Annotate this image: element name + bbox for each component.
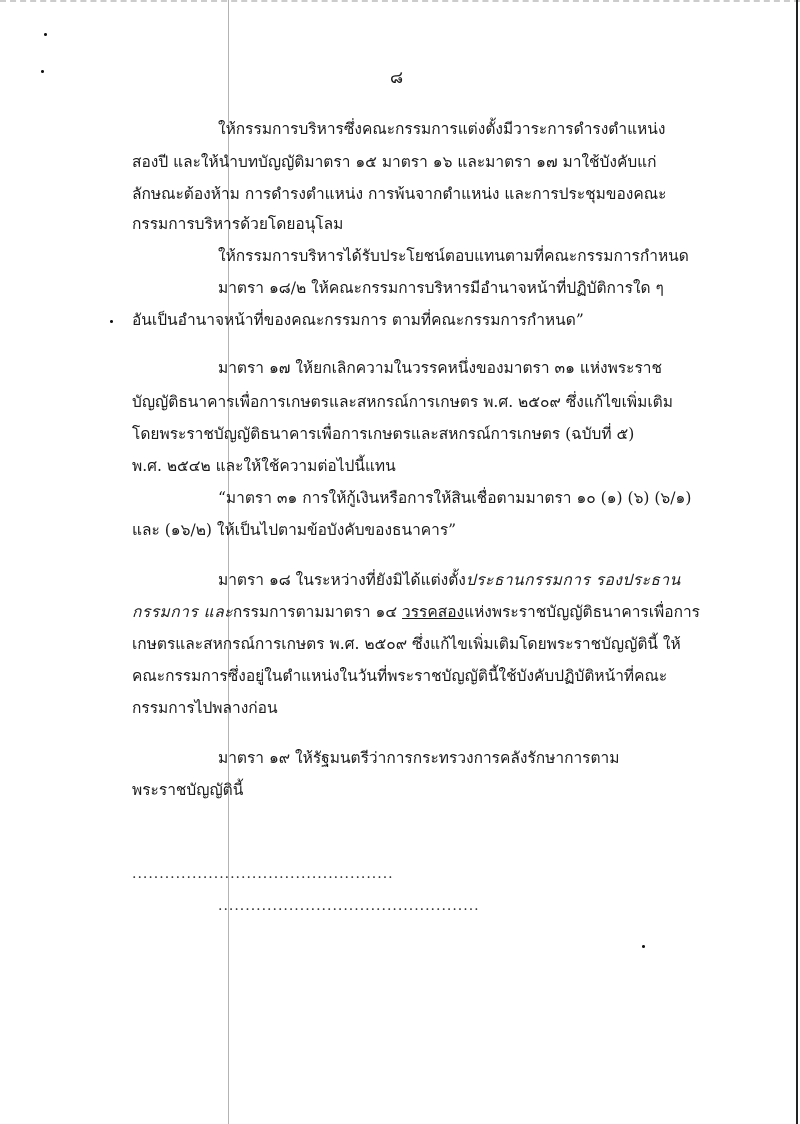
scan-right-edge (796, 0, 798, 1124)
text-line: ให้กรรมการบริหารซึ่งคณะกรรมการแต่งตั้งมีวาระการดำรงตำแหน่ง (218, 120, 666, 138)
text-line: ให้กรรมการบริหารได้รับประโยชน์ตอบแทนตามที่คณะกรรมการกำหนด (218, 247, 689, 265)
text-line: กรรมการไปพลางก่อน (132, 699, 278, 717)
section-18-2: มาตรา ๑๘/๒ ให้คณะกรรมการบริหารมีอำนาจหน้าที่ปฏิบัติการใด ๆ (218, 279, 664, 297)
section-18 (218, 570, 681, 590)
text-line: และ (๑๖/๒) ให้เป็นไปตามข้อบังคับของธนาคาร” (132, 521, 457, 539)
handwritten-insertion: ประธานกรรมการ รองประธาน (465, 571, 681, 589)
text-line: สองปี และให้นำบทบัญญัติมาตรา ๑๕ มาตรา ๑๖ และมาตรา ๑๗ มาใช้บังคับแก่ (132, 153, 657, 171)
text-line: พระราชบัญญัตินี้ (132, 781, 244, 799)
section-17: มาตรา ๑๗ ให้ยกเลิกความในวรรคหนึ่งของมาตรา ๓๑ แห่งพระราช (218, 359, 663, 377)
text-line: บัญญัติธนาคารเพื่อการเกษตรและสหกรณ์การเกษตร พ.ศ. ๒๕๐๙ ซึ่งแก้ไขเพิ่มเติม (132, 393, 673, 411)
text-line: กรรมการบริหารด้วยโดยอนุโลม (132, 215, 344, 233)
scan-speck (642, 945, 645, 948)
text-line: “มาตรา ๓๑ การให้กู้เงินหรือการให้สินเชื่อตามมาตรา ๑๐ (๑) (๖) (๖/๑) (218, 489, 692, 507)
text-line (132, 602, 700, 622)
text-line: ลักษณะต้องห้าม การดำรงตำแหน่ง การพ้นจากตำแหน่ง และการประชุมของคณะ (132, 185, 667, 203)
text-line: เกษตรและสหกรณ์การเกษตร พ.ศ. ๒๕๐๙ ซึ่งแก้ไขเพิ่มเติมโดยพระราชบัญญัตินี้ ให้ (132, 635, 681, 653)
signature-line-1: ................................................ (132, 866, 394, 882)
signature-line-2: ................................................ (218, 898, 480, 914)
underlined-text: วรรคสอง (402, 603, 465, 621)
text-line: อันเป็นอำนาจหน้าที่ของคณะกรรมการ ตามที่คณะกรรมการกำหนด” (132, 311, 584, 329)
text-line: พ.ศ. ๒๕๔๒ และให้ใช้ความต่อไปนี้แทน (132, 457, 396, 475)
section-19: มาตรา ๑๙ ให้รัฐมนตรีว่าการกระทรวงการคลังรักษาการตาม (218, 749, 620, 767)
text-segment: แห่งพระราชบัญญัติธนาคารเพื่อการ (464, 603, 700, 621)
handwritten-insertion: กรรมการ และ (132, 603, 233, 621)
text-line: คณะกรรมการซึ่งอยู่ในตำแหน่งในวันที่พระราชบัญญัตินี้ใช้บังคับปฏิบัติหน้าที่คณะ (132, 667, 668, 685)
scan-top-edge (0, 0, 800, 8)
scan-speck (110, 320, 113, 323)
text-line: โดยพระราชบัญญัติธนาคารเพื่อการเกษตรและสหกรณ์การเกษตร (ฉบับที่ ๕) (132, 425, 635, 443)
page-number: ๘ (390, 68, 404, 88)
scan-speck (44, 33, 47, 36)
scan-speck (41, 70, 44, 73)
text-segment: กรรมการตามมาตรา ๑๔ (232, 603, 403, 621)
section-18-text: มาตรา ๑๘ ในระหว่างที่ยังมิได้แต่งตั้ง (218, 571, 466, 589)
